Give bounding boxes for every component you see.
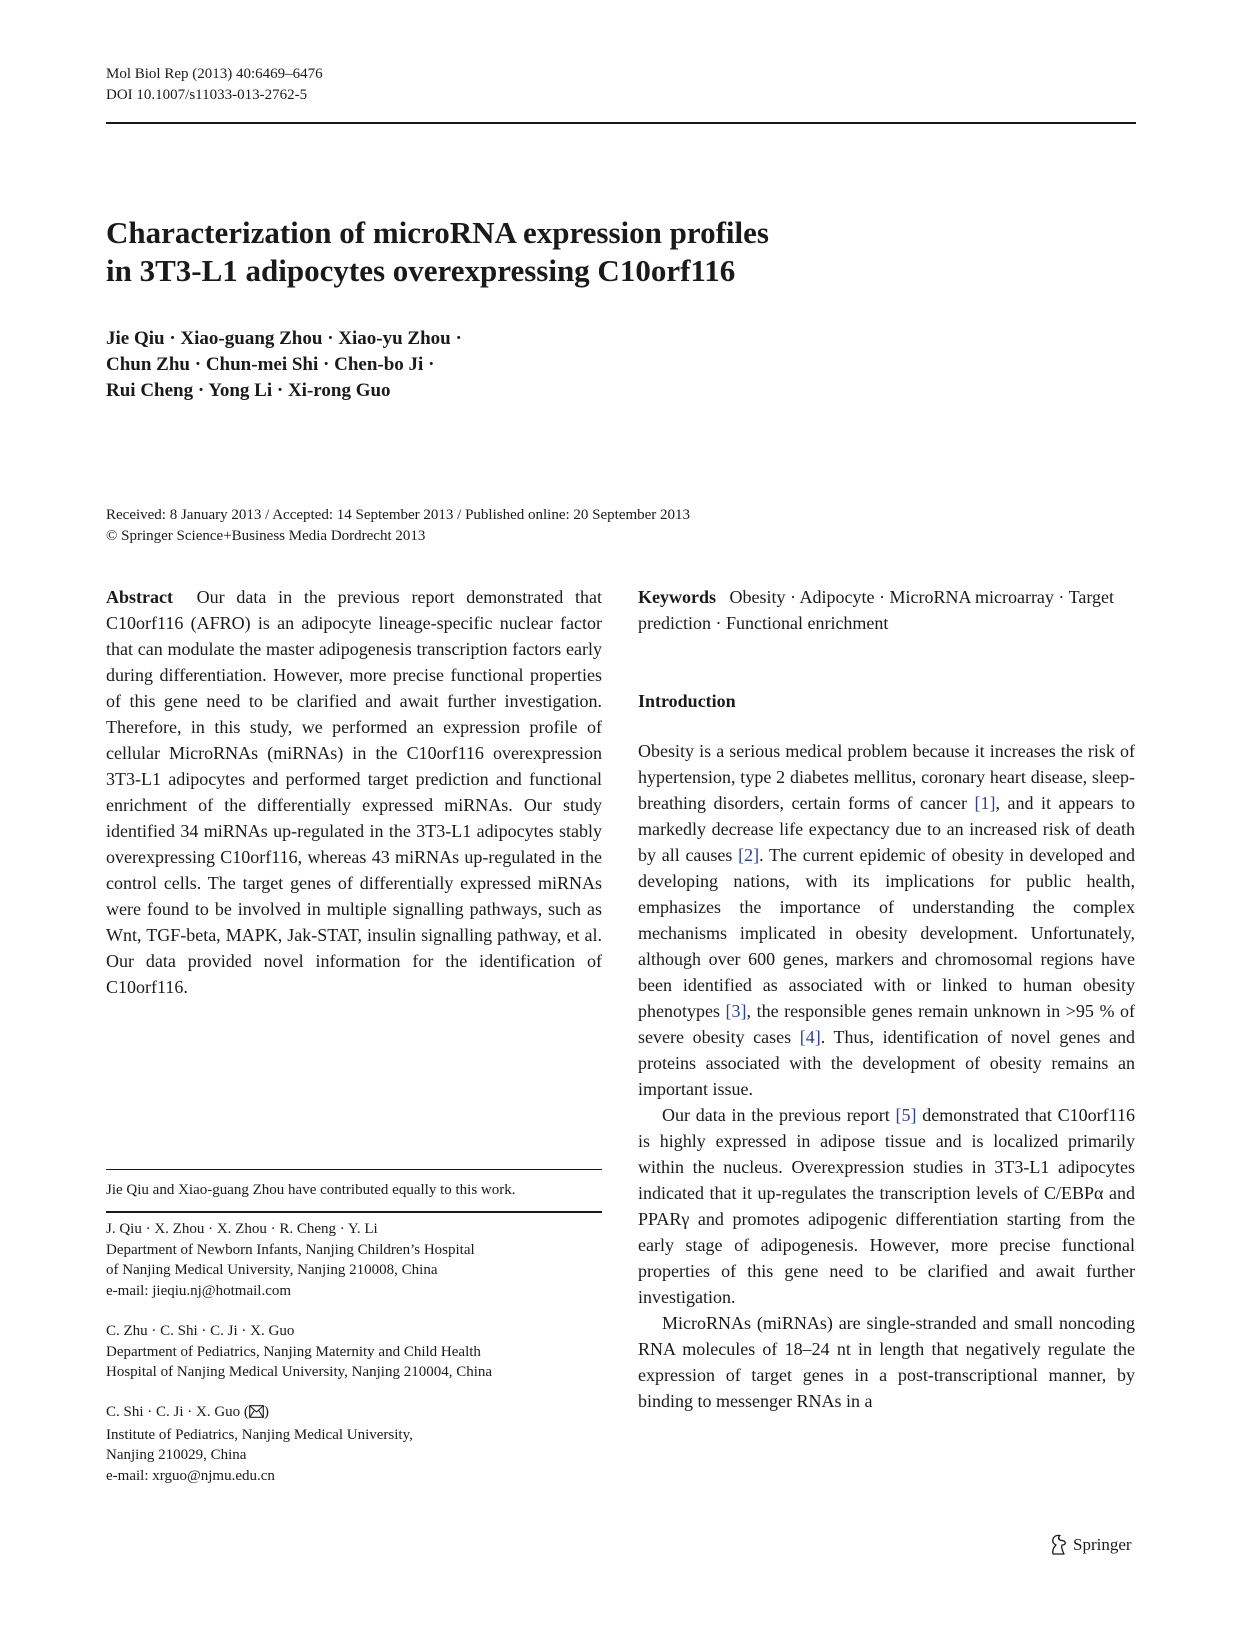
citation-ref-4[interactable]: [4] [799, 1027, 821, 1047]
authors-line-2: Chun Zhu · Chun-mei Shi · Chen-bo Ji · [106, 354, 435, 375]
keywords [638, 584, 1135, 636]
introduction-heading: Introduction [638, 691, 736, 711]
article-title [106, 214, 1006, 290]
keywords-label: Keywords [638, 587, 716, 607]
publication-dates [106, 505, 1106, 547]
affil2-names: C. Zhu · C. Shi · C. Ji · X. Guo [106, 1323, 295, 1339]
citation-ref-3[interactable]: [3] [725, 1001, 747, 1021]
equal-contribution-note: Jie Qiu and Xiao-guang Zhou have contributed equally to this work. [106, 1182, 516, 1198]
abstract [106, 584, 602, 1000]
history-dates: Received: 8 January 2013 / Accepted: 14 September 2013 / Published online: 20 September 2013 [106, 507, 691, 523]
footnote-rule [106, 1169, 602, 1170]
citation-ref-5[interactable]: [5] [895, 1105, 917, 1125]
intro-p2-a: Our data in the previous report [662, 1105, 896, 1125]
affil2-line-1: Department of Pediatrics, Nanjing Maternity and Child Health [106, 1343, 481, 1360]
intro-paragraph-1 [638, 738, 1135, 1102]
affil2-line-2: Hospital of Nanjing Medical University, Nanjing 210004, China [106, 1364, 493, 1380]
intro-p1-c: . The current epidemic of obesity in developed and developing nations, with its implications for public health, emphasizes the importance of understanding the complex mechanisms implicated in obesity development. Unfortunately, although over 600 genes, markers and chromosomal regions have been identified as associated with or linked to human obesity phenotypes [638, 845, 1136, 1021]
affil1-line-2: of Nanjing Medical University, Nanjing 210008, China [106, 1262, 438, 1278]
affil3-names-end: ) [263, 1404, 269, 1420]
citation-ref-1[interactable]: [1] [974, 793, 996, 813]
author-list [106, 326, 906, 404]
affil3-names: C. Shi · C. Ji · X. Guo ( [106, 1404, 249, 1420]
affil1-line-1: Department of Newborn Infants, Nanjing Children’s Hospital [106, 1241, 475, 1258]
affil3-line-1: Institute of Pediatrics, Nanjing Medical University, [106, 1426, 413, 1443]
affiliation-2 [106, 1321, 602, 1383]
doi: DOI 10.1007/s11033-013-2762-5 [106, 87, 308, 103]
intro-paragraph-2 [638, 1102, 1135, 1310]
affil3-line-2: Nanjing 210029, China [106, 1447, 247, 1463]
springer-wordmark: Springer [1073, 1535, 1132, 1554]
journal-citation: Mol Biol Rep (2013) 40:6469–6476 [106, 66, 323, 82]
copyright: © Springer Science+Business Media Dordrecht 2013 [106, 528, 426, 544]
header-rule [106, 122, 1136, 124]
journal-header [106, 64, 323, 106]
intro-paragraph-3: MicroRNAs (miRNAs) are single-stranded and small noncoding RNA molecules of 18–24 nt in length that negatively regulate the expression of target genes in a post-transcriptional manner, by binding to messenger RNAs in a [638, 1313, 1135, 1411]
footnote-rule-2 [106, 1211, 602, 1213]
right-column [638, 584, 1135, 1414]
abstract-text: Our data in the previous report demonstrated that C10orf116 (AFRO) is an adipocyte lineage-specific nuclear factor that can modulate the master adipogenesis transcription factors early during differentiation. However, more precise functional properties of this gene need to be clarified and await further investigation. Therefore, in this study, we performed an expression profile of cellular MicroRNAs (miRNAs) in the C10orf116 overexpression 3T3-L1 adipocytes and performed target prediction and functional enrichment of the differentially expressed miRNAs. Our study identified 34 miRNAs up-regulated in the 3T3-L1 adipocytes stably overexpressing C10orf116, whereas 43 miRNAs up-regulated in the control cells. The target genes of differentially expressed miRNAs were found to be involved in multiple signalling pathways, such as Wnt, TGF-beta, MAPK, Jak-STAT, insulin signalling pathway, et al. Our data provided novel information for the identification of C10orf116. [106, 587, 603, 997]
affil1-email[interactable]: e-mail: jieqiu.nj@hotmail.com [106, 1282, 292, 1299]
envelope-icon[interactable] [249, 1404, 264, 1425]
authors-line-3: Rui Cheng · Yong Li · Xi-rong Guo [106, 380, 391, 401]
title-line-1: Characterization of microRNA expression profiles [106, 215, 769, 250]
springer-horse-icon [1048, 1534, 1068, 1556]
keywords-text: Obesity · Adipocyte · MicroRNA microarray · Target prediction · Functional enrichment [638, 587, 1114, 633]
affiliation-3 [106, 1402, 602, 1486]
title-line-2: in 3T3-L1 adipocytes overexpressing C10orf116 [106, 253, 736, 288]
intro-p1-b: , and it appears to markedly decrease life expectancy due to an increased risk of death by all causes [638, 793, 1135, 865]
citation-ref-2[interactable]: [2] [738, 845, 760, 865]
affil1-names: J. Qiu · X. Zhou · X. Zhou · R. Cheng · Y. Li [106, 1221, 378, 1237]
intro-p1-e: . Thus, identification of novel genes and proteins associated with the development of obesity remains an important issue. [638, 1027, 1135, 1099]
abstract-label: Abstract [106, 587, 173, 607]
intro-p1-a: Obesity is a serious medical problem because it increases the risk of hypertension, type 2 diabetes mellitus, coronary heart disease, sleep-breathing disorders, certain forms of cancer [638, 741, 1135, 813]
affil3-email[interactable]: e-mail: xrguo@njmu.edu.cn [106, 1467, 275, 1484]
affiliation-1 [106, 1219, 602, 1301]
authors-line-1: Jie Qiu · Xiao-guang Zhou · Xiao-yu Zhou · [106, 328, 462, 349]
affil3-names-line [106, 1402, 602, 1425]
intro-p2-b: demonstrated that C10orf116 is highly expressed in adipose tissue and is localized primarily within the nucleus. Overexpression studies in 3T3-L1 adipocytes indicated that it up-regulates the transcription levels of C/EBPα and PPARγ and promotes adipogenic differentiation starting from the early stage of adipogenesis. However, more precise functional properties of this gene need to be clarified and await further investigation. [638, 1105, 1135, 1307]
intro-p1-d: , the responsible genes remain unknown in >95 % of severe obesity cases [638, 1001, 1135, 1047]
publisher-logo [1048, 1534, 1132, 1556]
